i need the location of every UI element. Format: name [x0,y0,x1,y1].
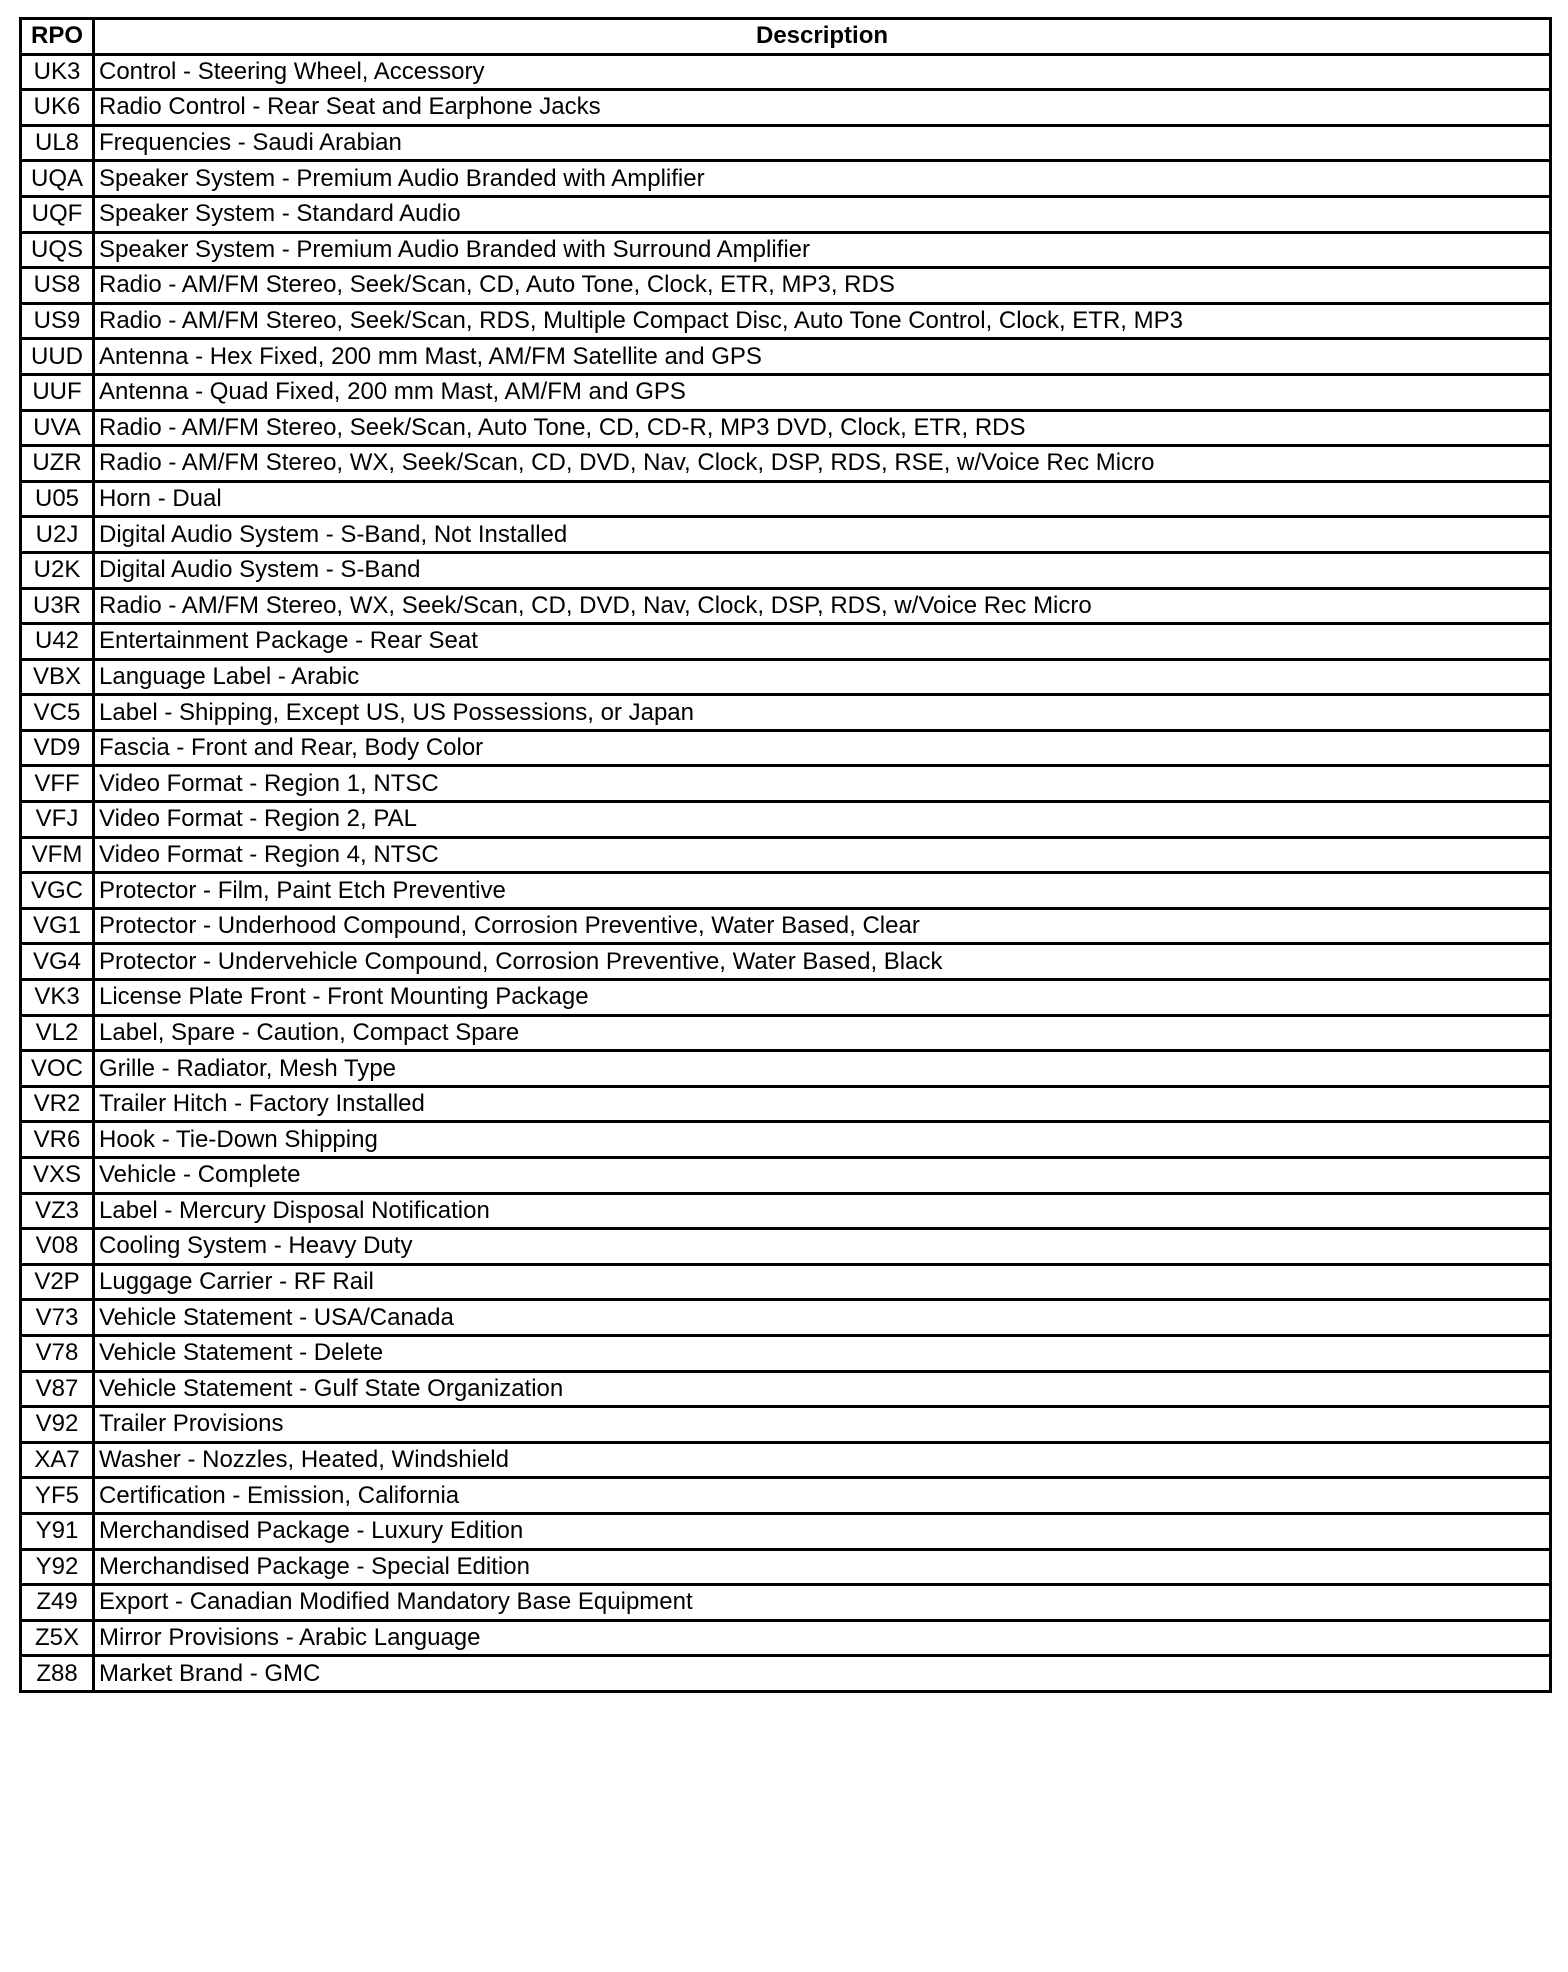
description-cell: Radio Control - Rear Seat and Earphone Jacks [94,90,1551,126]
rpo-code-cell: VFJ [21,802,94,838]
description-cell: Language Label - Arabic [94,659,1551,695]
rpo-code-cell: UQF [21,196,94,232]
table-row [21,1549,1551,1585]
rpo-code-cell: U2J [21,517,94,553]
rpo-code-cell: Y92 [21,1549,94,1585]
table-row [21,624,1551,660]
rpo-column-header: RPO [21,19,94,55]
rpo-code-cell: Z5X [21,1620,94,1656]
rpo-code-cell: VZ3 [21,1193,94,1229]
table-row [21,481,1551,517]
table-row [21,446,1551,482]
description-cell: License Plate Front - Front Mounting Package [94,980,1551,1016]
rpo-code-cell: VOC [21,1051,94,1087]
rpo-code-cell: VL2 [21,1015,94,1051]
description-cell: Horn - Dual [94,481,1551,517]
rpo-code-cell: V08 [21,1229,94,1265]
rpo-code-cell: VC5 [21,695,94,731]
description-cell: Label - Shipping, Except US, US Possessions, or Japan [94,695,1551,731]
table-row [21,161,1551,197]
description-cell: Trailer Hitch - Factory Installed [94,1086,1551,1122]
table-row [21,552,1551,588]
description-cell: Fascia - Front and Rear, Body Color [94,730,1551,766]
rpo-table [19,17,1552,1693]
table-row [21,944,1551,980]
rpo-code-cell: V78 [21,1335,94,1371]
rpo-code-cell: VK3 [21,980,94,1016]
rpo-code-cell: V92 [21,1407,94,1443]
table-row [21,1300,1551,1336]
rpo-code-cell: VGC [21,873,94,909]
rpo-code-cell: UZR [21,446,94,482]
description-cell: Video Format - Region 2, PAL [94,802,1551,838]
table-row [21,303,1551,339]
rpo-code-cell: VFF [21,766,94,802]
table-row [21,730,1551,766]
rpo-code-cell: Z88 [21,1656,94,1692]
table-body [21,54,1551,1691]
rpo-code-cell: UK6 [21,90,94,126]
table-row [21,908,1551,944]
rpo-code-cell: VFM [21,837,94,873]
table-row [21,588,1551,624]
table-row [21,837,1551,873]
table-row [21,410,1551,446]
table-row [21,1015,1551,1051]
rpo-code-cell: U05 [21,481,94,517]
table-row [21,1229,1551,1265]
description-cell: Protector - Undervehicle Compound, Corrosion Preventive, Water Based, Black [94,944,1551,980]
table-row [21,1371,1551,1407]
rpo-code-cell: XA7 [21,1442,94,1478]
description-cell: Video Format - Region 4, NTSC [94,837,1551,873]
table-row [21,1442,1551,1478]
description-cell: Hook - Tie-Down Shipping [94,1122,1551,1158]
description-cell: Video Format - Region 1, NTSC [94,766,1551,802]
description-cell: Certification - Emission, California [94,1478,1551,1514]
rpo-code-cell: UQS [21,232,94,268]
description-cell: Protector - Film, Paint Etch Preventive [94,873,1551,909]
table-row [21,1335,1551,1371]
table-row [21,1264,1551,1300]
table-row [21,1513,1551,1549]
table-row [21,1585,1551,1621]
table-row [21,339,1551,375]
rpo-code-cell: YF5 [21,1478,94,1514]
rpo-code-cell: Z49 [21,1585,94,1621]
rpo-code-cell: UQA [21,161,94,197]
rpo-code-cell: UK3 [21,54,94,90]
table-row [21,873,1551,909]
table-row [21,232,1551,268]
table-header-row [21,19,1551,55]
rpo-code-cell: VR2 [21,1086,94,1122]
description-cell: Merchandised Package - Luxury Edition [94,1513,1551,1549]
table-row [21,1620,1551,1656]
table-row [21,374,1551,410]
description-cell: Trailer Provisions [94,1407,1551,1443]
description-cell: Radio - AM/FM Stereo, Seek/Scan, Auto Tone, CD, CD-R, MP3 DVD, Clock, ETR, RDS [94,410,1551,446]
description-cell: Radio - AM/FM Stereo, WX, Seek/Scan, CD, DVD, Nav, Clock, DSP, RDS, w/Voice Rec Micro [94,588,1551,624]
rpo-code-cell: VD9 [21,730,94,766]
table-row [21,802,1551,838]
table-row [21,1656,1551,1692]
description-column-header: Description [94,19,1551,55]
table-row [21,1478,1551,1514]
description-cell: Frequencies - Saudi Arabian [94,125,1551,161]
description-cell: Cooling System - Heavy Duty [94,1229,1551,1265]
table-row [21,980,1551,1016]
table-row [21,659,1551,695]
table-row [21,1158,1551,1194]
rpo-code-cell: UUF [21,374,94,410]
rpo-code-cell: U3R [21,588,94,624]
description-cell: Radio - AM/FM Stereo, WX, Seek/Scan, CD, DVD, Nav, Clock, DSP, RDS, RSE, w/Voice Rec Micro [94,446,1551,482]
rpo-code-cell: VR6 [21,1122,94,1158]
description-cell: Protector - Underhood Compound, Corrosion Preventive, Water Based, Clear [94,908,1551,944]
description-cell: Entertainment Package - Rear Seat [94,624,1551,660]
description-cell: Radio - AM/FM Stereo, Seek/Scan, RDS, Multiple Compact Disc, Auto Tone Control, Clock, ETR, MP3 [94,303,1551,339]
table-row [21,54,1551,90]
table-row [21,517,1551,553]
rpo-code-cell: US8 [21,268,94,304]
table-row [21,1051,1551,1087]
description-cell: Export - Canadian Modified Mandatory Base Equipment [94,1585,1551,1621]
description-cell: Digital Audio System - S-Band, Not Installed [94,517,1551,553]
description-cell: Market Brand - GMC [94,1656,1551,1692]
description-cell: Vehicle - Complete [94,1158,1551,1194]
table-row [21,766,1551,802]
rpo-code-cell: U2K [21,552,94,588]
table-row [21,1193,1551,1229]
description-cell: Grille - Radiator, Mesh Type [94,1051,1551,1087]
description-cell: Speaker System - Standard Audio [94,196,1551,232]
table-row [21,1122,1551,1158]
description-cell: Antenna - Hex Fixed, 200 mm Mast, AM/FM Satellite and GPS [94,339,1551,375]
description-cell: Antenna - Quad Fixed, 200 mm Mast, AM/FM and GPS [94,374,1551,410]
table-row [21,1086,1551,1122]
rpo-code-cell: VG4 [21,944,94,980]
rpo-code-cell: V87 [21,1371,94,1407]
rpo-code-cell: US9 [21,303,94,339]
rpo-code-cell: VXS [21,1158,94,1194]
rpo-code-cell: UVA [21,410,94,446]
description-cell: Mirror Provisions - Arabic Language [94,1620,1551,1656]
table-row [21,125,1551,161]
description-cell: Speaker System - Premium Audio Branded with Surround Amplifier [94,232,1551,268]
description-cell: Radio - AM/FM Stereo, Seek/Scan, CD, Auto Tone, Clock, ETR, MP3, RDS [94,268,1551,304]
description-cell: Vehicle Statement - Gulf State Organization [94,1371,1551,1407]
table-row [21,1407,1551,1443]
description-cell: Merchandised Package - Special Edition [94,1549,1551,1585]
rpo-code-cell: Y91 [21,1513,94,1549]
table-row [21,268,1551,304]
description-cell: Control - Steering Wheel, Accessory [94,54,1551,90]
rpo-code-cell: VBX [21,659,94,695]
description-cell: Washer - Nozzles, Heated, Windshield [94,1442,1551,1478]
rpo-code-cell: U42 [21,624,94,660]
rpo-code-cell: UUD [21,339,94,375]
rpo-code-cell: V73 [21,1300,94,1336]
description-cell: Vehicle Statement - Delete [94,1335,1551,1371]
rpo-code-cell: V2P [21,1264,94,1300]
description-cell: Label - Mercury Disposal Notification [94,1193,1551,1229]
table-row [21,196,1551,232]
rpo-code-cell: UL8 [21,125,94,161]
description-cell: Speaker System - Premium Audio Branded with Amplifier [94,161,1551,197]
rpo-code-cell: VG1 [21,908,94,944]
description-cell: Vehicle Statement - USA/Canada [94,1300,1551,1336]
description-cell: Label, Spare - Caution, Compact Spare [94,1015,1551,1051]
description-cell: Luggage Carrier - RF Rail [94,1264,1551,1300]
description-cell: Digital Audio System - S-Band [94,552,1551,588]
table-row [21,90,1551,126]
table-row [21,695,1551,731]
